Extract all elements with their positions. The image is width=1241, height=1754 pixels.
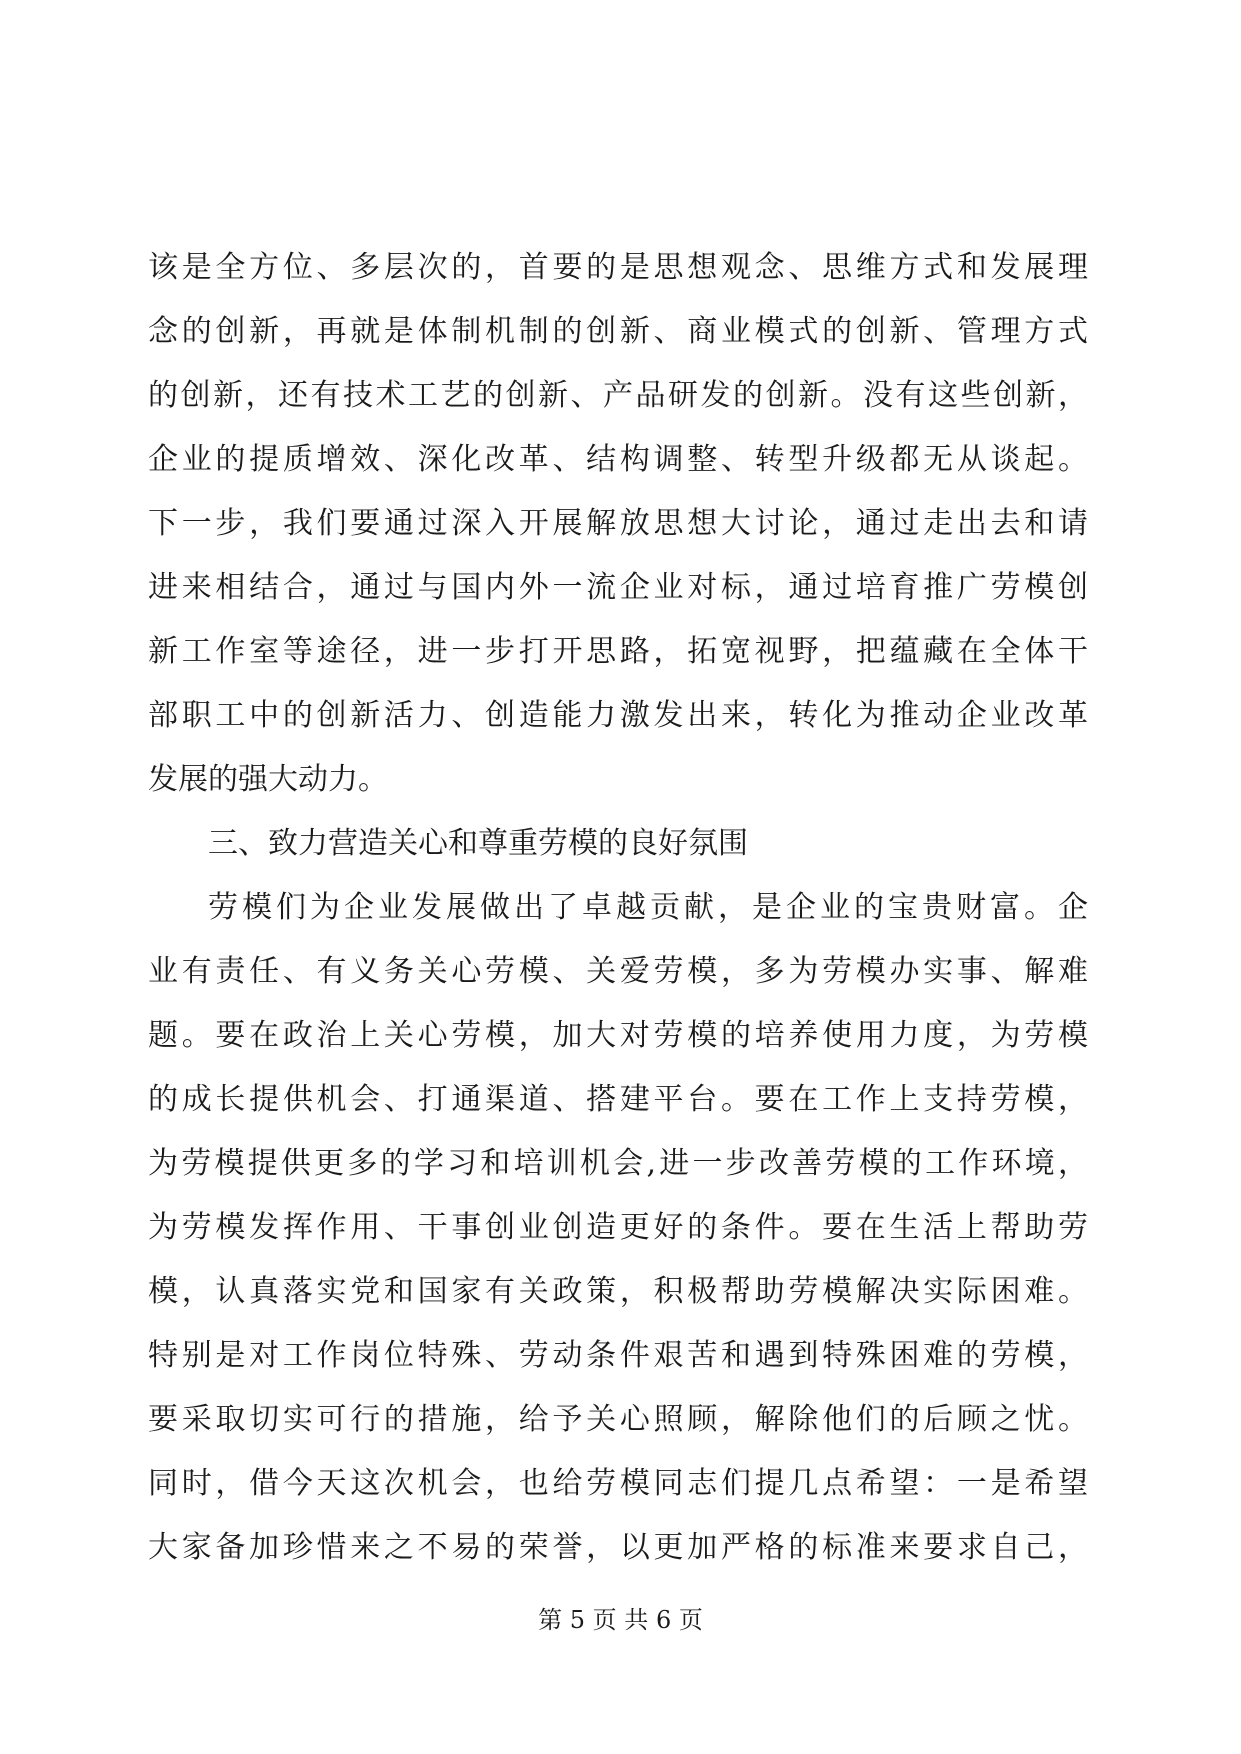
document-body bbox=[148, 236, 1088, 1580]
paragraph-line: 的创新，还有技术工艺的创新、产品研发的创新。没有这些创新， bbox=[148, 378, 1088, 413]
paragraph-line: 同时，借今天这次机会，也给劳模同志们提几点希望：一是希望 bbox=[148, 1466, 1088, 1501]
paragraph-line: 念的创新，再就是体制机制的创新、商业模式的创新、管理方式 bbox=[148, 314, 1088, 349]
paragraph-line: 企业的提质增效、深化改革、结构调整、转型升级都无从谈起。 bbox=[148, 442, 1088, 477]
paragraph-line: 业有责任、有义务关心劳模、关爱劳模，多为劳模办实事、解难 bbox=[148, 954, 1088, 989]
paragraph-line: 为劳模发挥作用、干事创业创造更好的条件。要在生活上帮助劳 bbox=[148, 1210, 1088, 1245]
paragraph-line: 特别是对工作岗位特殊、劳动条件艰苦和遇到特殊困难的劳模， bbox=[148, 1338, 1088, 1373]
paragraph-line: 模，认真落实党和国家有关政策，积极帮助劳模解决实际困难。 bbox=[148, 1274, 1088, 1309]
paragraph-line: 该是全方位、多层次的，首要的是思想观念、思维方式和发展理 bbox=[148, 250, 1088, 285]
page-number-footer: 第 5 页 共 6 页 bbox=[538, 1606, 703, 1634]
paragraph-line: 发展的强大动力。 bbox=[148, 762, 388, 797]
paragraph-line: 劳模们为企业发展做出了卓越贡献，是企业的宝贵财富。企 bbox=[208, 890, 1088, 925]
paragraph-line: 题。要在政治上关心劳模，加大对劳模的培养使用力度，为劳模 bbox=[148, 1018, 1088, 1053]
paragraph-line: 下一步，我们要通过深入开展解放思想大讨论，通过走出去和请 bbox=[148, 506, 1088, 541]
paragraph-line: 的成长提供机会、打通渠道、搭建平台。要在工作上支持劳模， bbox=[148, 1082, 1088, 1117]
section-heading: 三、致力营造关心和尊重劳模的良好氛围 bbox=[208, 826, 748, 861]
paragraph-line: 部职工中的创新活力、创造能力激发出来，转化为推动企业改革 bbox=[148, 698, 1088, 733]
paragraph-line: 进来相结合，通过与国内外一流企业对标，通过培育推广劳模创 bbox=[148, 570, 1088, 605]
paragraph-line: 大家备加珍惜来之不易的荣誉，以更加严格的标准来要求自己， bbox=[148, 1530, 1088, 1565]
paragraph-line: 为劳模提供更多的学习和培训机会,进一步改善劳模的工作环境， bbox=[148, 1146, 1088, 1181]
paragraph-line: 新工作室等途径，进一步打开思路，拓宽视野，把蕴藏在全体干 bbox=[148, 634, 1088, 669]
paragraph-line: 要采取切实可行的措施，给予关心照顾，解除他们的后顾之忧。 bbox=[148, 1402, 1088, 1437]
